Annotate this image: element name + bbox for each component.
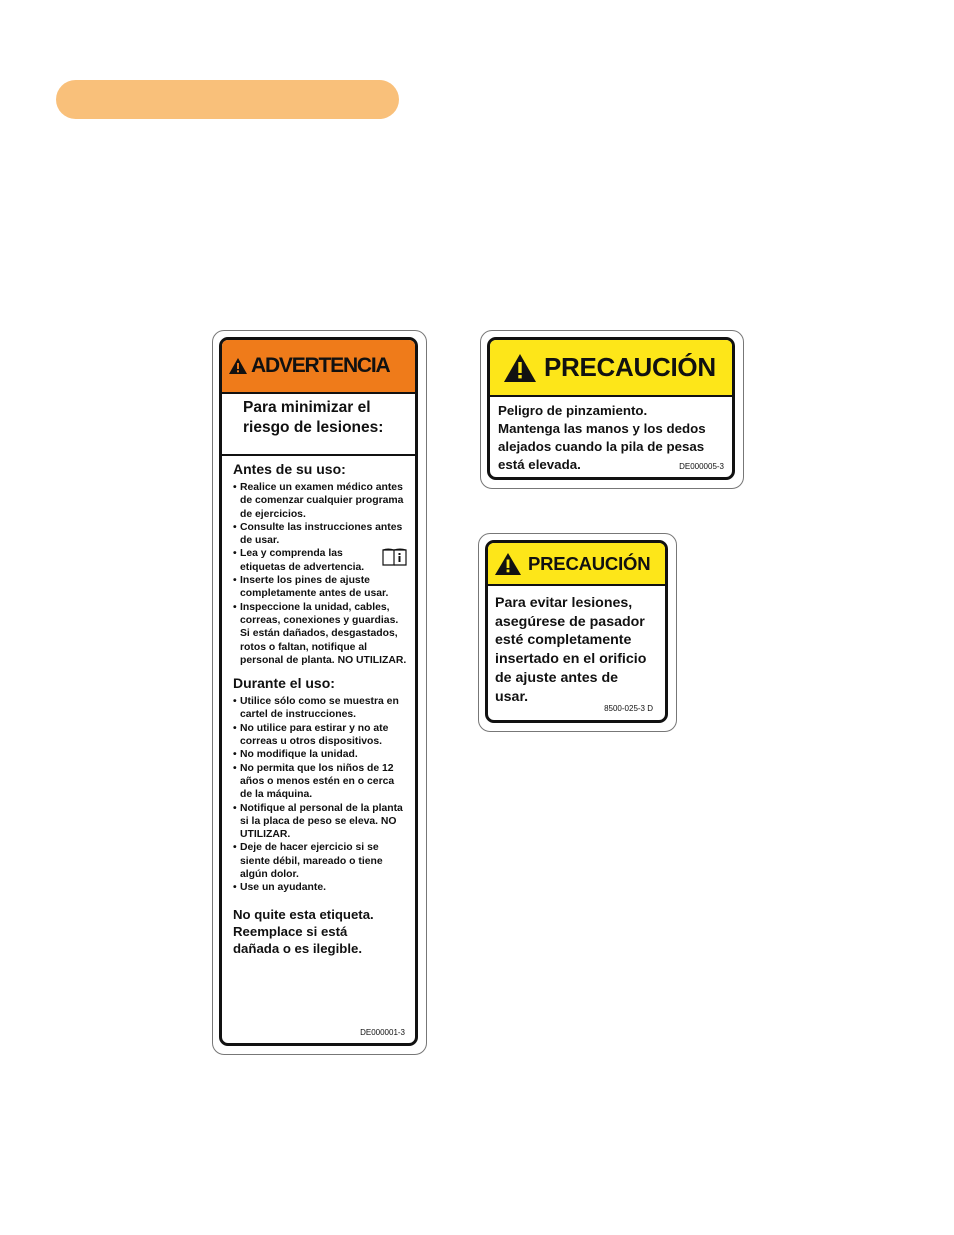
precaucion-pin-title: PRECAUCIÓN [528, 552, 651, 574]
list-item: • Deje de hacer ejercicio si se siente débil, mareado o tiene algún dolor. [233, 842, 383, 881]
closing-line: No quite esta etiqueta. [233, 906, 374, 922]
list-item: • No utilice para estirar y no ate correas u otros dispositivos. [233, 722, 389, 748]
list-item: • No permita que los niños de 12 años o menos estén en o cerca de la máquina. [233, 762, 395, 801]
closing-line: dañada o es ilegible. [233, 940, 362, 956]
durante-list [233, 695, 407, 894]
advertencia-code: DE000001-3 [360, 1028, 405, 1037]
advertencia-intro [222, 394, 415, 456]
intro-line: riesgo de lesiones: [243, 419, 384, 436]
advertencia-body [222, 456, 415, 957]
body-line: esté completamente [495, 632, 632, 649]
list-item: • Inserte los pines de ajuste completamente antes de usar. [233, 575, 389, 600]
list-item: • Consulte las instrucciones antes de usar. [233, 521, 403, 547]
advertencia-label [219, 337, 418, 1046]
body-line: de ajuste antes de [495, 669, 619, 686]
list-item: • No modifique la unidad. [233, 749, 358, 761]
body-line: está elevada. [498, 457, 581, 472]
precaucion-pinch-label [487, 337, 735, 480]
warning-triangle-icon [494, 552, 522, 576]
body-line: alejados cuando la pila de pesas [498, 439, 705, 454]
precaucion-pin-header [488, 543, 665, 586]
list-item: • Realice un examen médico antes de comenzar cualquier programa de ejercicios. [233, 482, 404, 520]
precaucion-pinch-code: DE000005-3 [679, 462, 724, 471]
precaucion-pin-body [488, 586, 665, 706]
precaucion-pin-code: 8500-025-3 D [604, 704, 653, 713]
body-line: usar. [495, 688, 529, 705]
intro-line: Para minimizar el [243, 399, 371, 416]
advertencia-title: ADVERTENCIA [251, 354, 390, 377]
section-title-durante: Durante el uso: [233, 675, 335, 692]
list-item: • Notifique al personal de la planta si la placa de peso se eleva. NO UTILIZAR. [233, 802, 403, 841]
body-line: Peligro de pinzamiento. [498, 403, 648, 418]
closing-line: Reemplace si está [233, 923, 348, 939]
precaucion-pinch-title: PRECAUCIÓN [544, 352, 716, 382]
warning-triangle-icon [503, 353, 537, 383]
antes-list [233, 481, 407, 667]
precaucion-pinch-header [490, 340, 732, 397]
list-item: • Lea y comprenda las etiquetas de advertencia. [233, 547, 407, 574]
warning-triangle-icon [228, 357, 248, 375]
list-item: • Inspeccione la unidad, cables, correas, conexiones y guardias. Si están dañados, desgastados, rotos o faltan, notifique al personal de planta. NO UTILIZAR. [233, 601, 407, 666]
manual-book-icon [382, 547, 407, 567]
body-line: insertado en el orificio [495, 651, 647, 668]
body-line: Mantenga las manos y los dedos [498, 421, 706, 436]
section-title-antes: Antes de su uso: [233, 461, 346, 477]
precaucion-pin-label [485, 540, 668, 723]
advertencia-header [222, 340, 415, 394]
advertencia-closing [233, 906, 407, 957]
section-header-bar [56, 80, 399, 119]
body-line: asegúrese de pasador [495, 613, 645, 630]
list-item: • Utilice sólo como se muestra en cartel de instrucciones. [233, 696, 399, 721]
body-line: Para evitar lesiones, [495, 595, 633, 611]
list-item: • Use un ayudante. [233, 882, 327, 894]
